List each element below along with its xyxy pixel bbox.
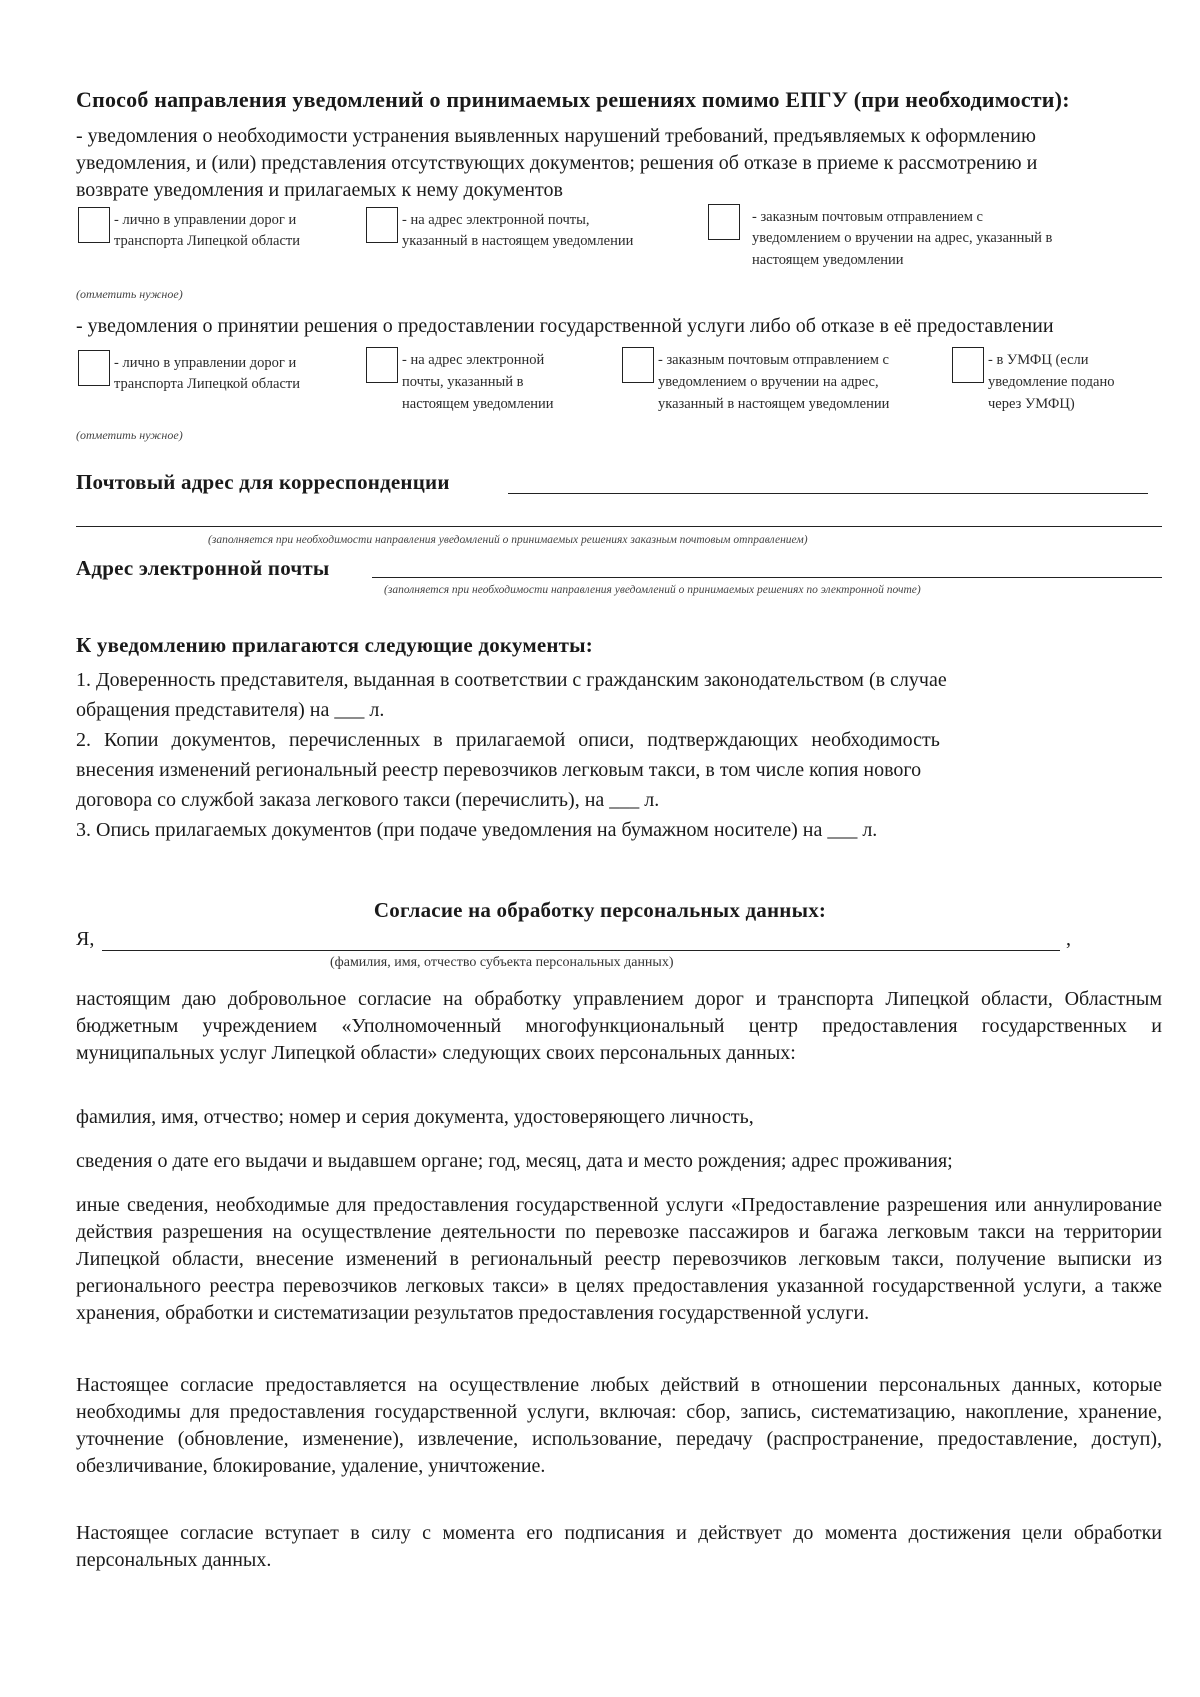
consent-p6: Настоящее согласие вступает в силу с момента его подписания и действует до момента достижения цели обработки персональных данных. [76,1522,1162,1571]
checkbox-g1-post[interactable] [708,204,740,240]
consent-p4: иные сведения, необходимые для предоставления государственной услуги «Предоставление разрешения или аннулирование действия разрешения на осуществление деятельности по перевозке пассажиров и багажа легковым такси на территории Липецкой области, внесение изменений в региональный реестр перевозчиков легковым такси, получение выписки из регионального реестра перевозчиков легковых такси» в целях предоставления указанной государственной услуги, а также хранения, обработки и систематизации результатов предоставления государственной услуги. [76,1194,1162,1324]
checkbox-g1-in-person[interactable] [78,207,110,243]
g1-opt2-line2: указанный в настоящем уведомлении [402,233,634,249]
mark-note-1: (отметить нужное) [76,287,183,301]
consent-p3: сведения о дате его выдачи и выдавшем органе; год, месяц, дата и место рождения; адрес проживания; [76,1150,953,1172]
consent-p5: Настоящее согласие предоставляется на осуществление любых действий в отношении персональных данных, которые необходимы для предоставления государственной услуги, включая: сбор, запись, систематизацию, накопление, хранение, уточнение (обновление, изменение), извлечение, использование, передачу (распространение, предоставление, доступ), обезличивание, блокирование, удаление, уничтожение. [76,1374,1162,1477]
g2-opt2-line2: почты, указанный в [402,374,524,390]
consent-heading: Согласие на обработку персональных данных: [373,898,827,922]
g2-opt4-line2: уведомление подано [988,374,1115,390]
g1-opt1-line2: транспорта Липецкой области [114,233,301,249]
doc-3: 3. Опись прилагаемых документов (при подаче уведомления на бумажном носителе) на ___ л. [76,819,878,841]
g1-opt3-line1: - заказным почтовым отправлением с [752,209,983,225]
g2-opt4-line3: через УМФЦ) [988,396,1075,412]
postal-address-field-line2[interactable] [76,526,1162,527]
g2-opt2-line1: - на адрес электронной [402,352,545,368]
doc-2-line3: договора со службой заказа легкового такси (перечислить), на ___ л. [76,789,660,811]
g1-opt2-line1: - на адрес электронной почты, [402,212,590,228]
email-address-field[interactable] [372,577,1162,578]
checkbox-g2-in-person[interactable] [78,350,110,386]
consent-ya: Я, [76,928,95,950]
checkbox-g2-email[interactable] [366,347,398,383]
g2-opt3-line1: - заказным почтовым отправлением с [658,352,889,368]
fio-note: (фамилия, имя, отчество субъекта персональных данных) [330,955,674,970]
checkbox-g2-umfc[interactable] [952,347,984,383]
postal-address-label: Почтовый адрес для корреспонденции [76,470,450,494]
checkbox-g2-post[interactable] [622,347,654,383]
consent-p2: фамилия, имя, отчество; номер и серия документа, удостоверяющего личность, [76,1106,754,1128]
notify-heading: Способ направления уведомлений о принимаемых решениях помимо ЕПГУ (при необходимости): [76,87,1070,112]
g2-opt1-line1: - лично в управлении дорог и [114,355,297,371]
consent-p1: настоящим даю добровольное согласие на обработку управлением дорог и транспорта Липецкой области, Областным бюджетным учреждением «Уполномоченный многофункциональный центр предоставления государственных и муниципальных услуг Липецкой области» следующих своих персональных данных: [76,988,1162,1064]
checkbox-g1-email[interactable] [366,207,398,243]
notify-p2: - уведомления о принятии решения о предоставлении государственной услуги либо об отказе в её предоставлении [76,315,1054,337]
g1-opt1-line1: - лично в управлении дорог и [114,212,297,228]
email-address-label: Адрес электронной почты [76,556,330,580]
doc-2-line2: внесения изменений региональный реестр перевозчиков легковым такси, в том числе копия нового [76,759,922,781]
g1-opt3-line2: уведомлением о вручении на адрес, указанный в [752,230,1053,246]
postal-address-field[interactable] [508,493,1148,494]
g2-opt4-line1: - в УМФЦ (если [988,352,1089,368]
g2-opt3-line2: уведомлением о вручении на адрес, [658,374,879,390]
postal-address-note: (заполняется при необходимости направления уведомлений о принимаемых решениях заказным почтовым отправлением) [208,534,808,546]
g1-opt3-line3: настоящем уведомлении [752,252,904,268]
notify-p1-line1: - уведомления о необходимости устранения выявленных нарушений требований, предъявляемых к оформлению [76,125,1036,147]
doc-2-line1: 2. Копии документов, перечисленных в прилагаемой описи, подтверждающих необходимость [76,729,940,751]
email-address-note: (заполняется при необходимости направления уведомлений о принимаемых решениях по электронной почте) [384,584,921,596]
g2-opt1-line2: транспорта Липецкой области [114,376,301,392]
doc-1-line1: 1. Доверенность представителя, выданная в соответствии с гражданским законодательством (в случае [76,669,947,691]
doc-1-line2: обращения представителя) на ___ л. [76,699,385,721]
subject-fio-field[interactable] [102,950,1060,951]
g2-opt3-line3: указанный в настоящем уведомлении [658,396,890,412]
docs-heading: К уведомлению прилагаются следующие документы: [76,633,593,657]
notify-p1-line2: уведомления, и (или) представления отсутствующих документов; решения об отказе в приеме к рассмотрению и [76,152,1038,174]
g2-opt2-line3: настоящем уведомлении [402,396,554,412]
consent-comma: , [1066,928,1071,950]
notify-p1-line3: возврате уведомления и прилагаемых к нему документов [76,179,563,201]
mark-note-2: (отметить нужное) [76,428,183,442]
